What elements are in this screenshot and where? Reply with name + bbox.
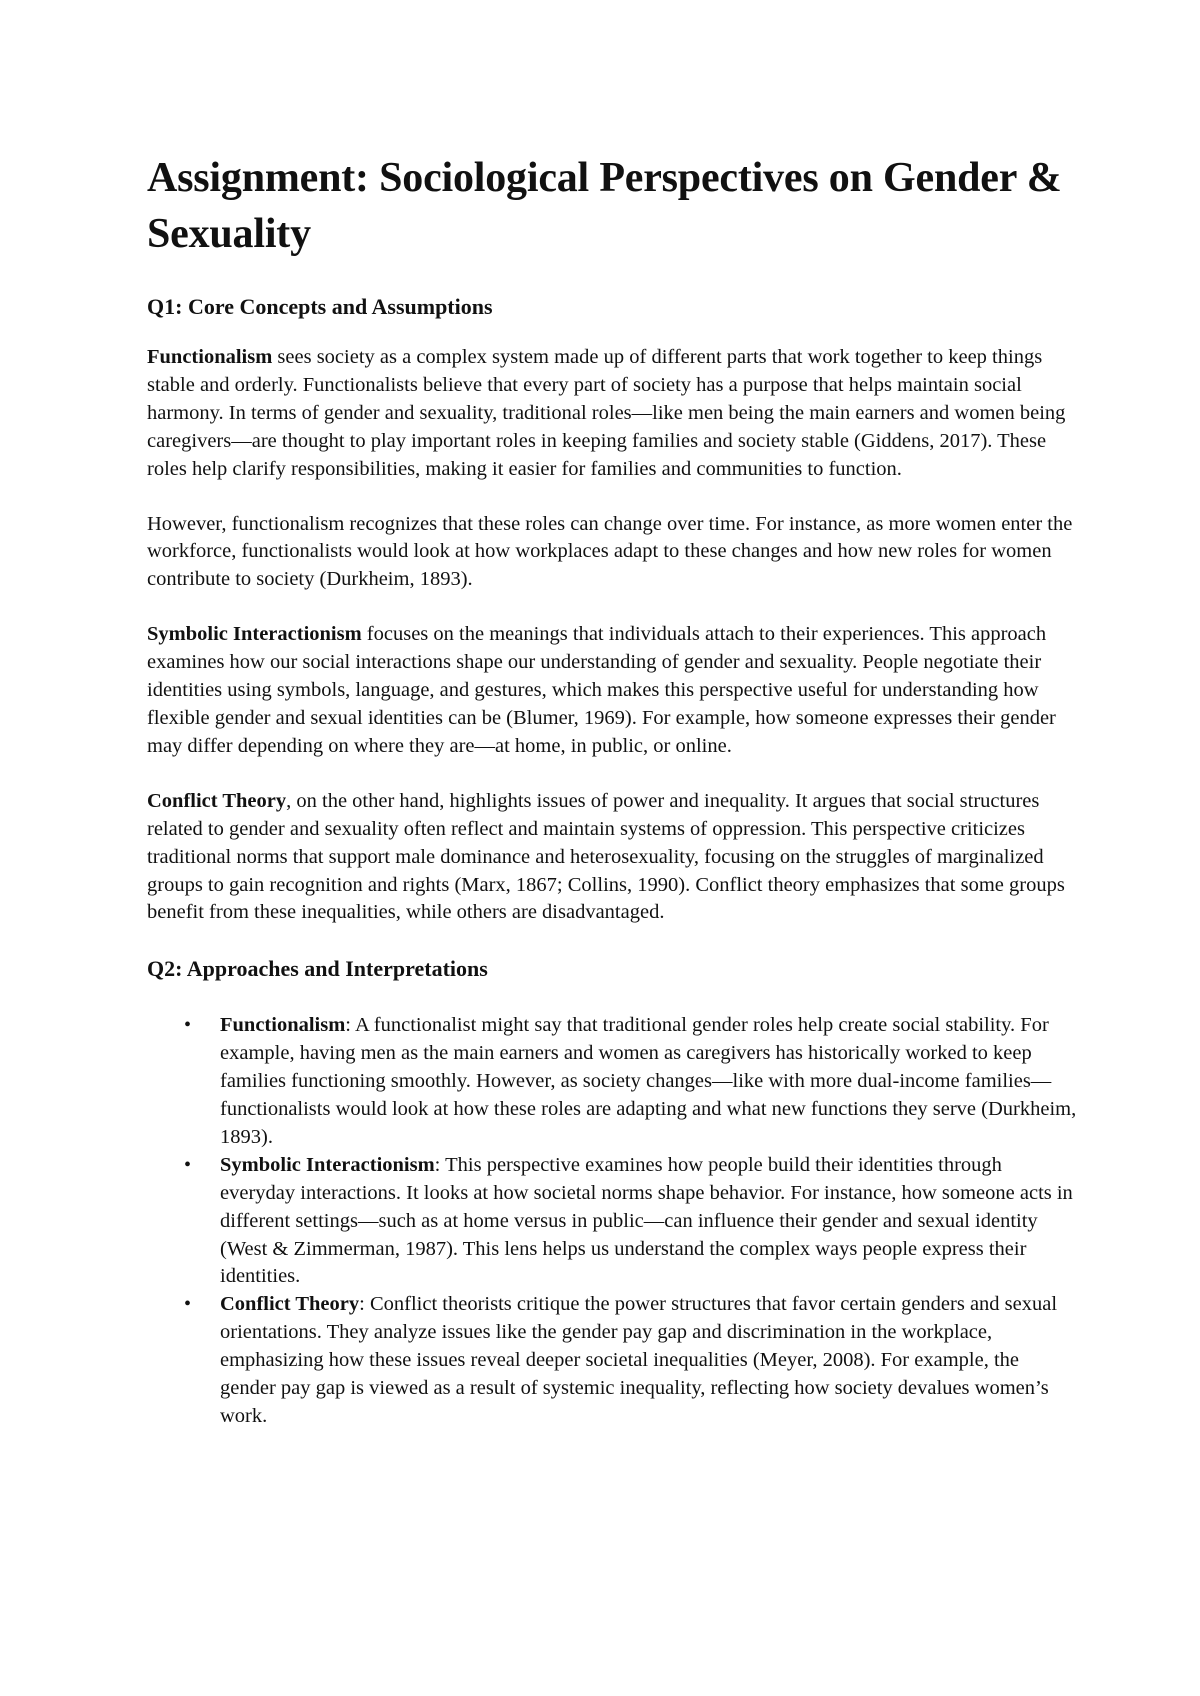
list-item-text: : This perspective examines how people build their identities through everyday interactions. It looks at how societal norms shape behavior. For instance, how someone acts in different settings—such as at home versus in public—can influence their gender and sexual identity (West & Zimmerman, 1987). This lens helps us understand the complex ways people express their identities. xyxy=(220,1153,1073,1288)
list-item-text: : Conflict theorists critique the power structures that favor certain genders and sexual orientations. They analyze issues like the gender pay gap and discrimination in the workplace, emphasizing how these issues reveal deeper societal inequalities (Meyer, 2008). For example, the gender pay gap is viewed as a result of systemic inequality, reflecting how society devalues women’s work. xyxy=(220,1293,1058,1427)
paragraph-text: However, functionalism recognizes that these roles can change over time. For instance, as more women enter the workforce, functionalists would look at how workplaces adapt to these changes and how new roles for women contribute to society (Durkheim, 1893). xyxy=(147,512,1073,591)
document-title: Assignment: Sociological Perspectives on Gender & Sexuality xyxy=(147,155,1062,257)
bullet-icon: • xyxy=(184,1293,192,1316)
paragraph-text: focuses on the meanings that individuals attach to their experiences. This approach examines how our social interactions shape our understanding of gender and sexuality. People negotiate their identities using symbols, language, and gestures, which makes this perspective useful for understanding how flexible gender and sexual identities can be (Blumer, 1969). For example, how someone expresses their gender may differ depending on where they are—at home, in public, or online. xyxy=(147,623,1056,757)
paragraph-functionalism xyxy=(147,344,1077,484)
bullet-icon: • xyxy=(184,1014,192,1037)
list-item-functionalism xyxy=(147,1012,1077,1152)
bullet-list xyxy=(147,1012,1077,1431)
term-functionalism: Functionalism xyxy=(147,346,273,368)
document-page xyxy=(147,150,1077,1431)
paragraph-functionalism-change xyxy=(147,511,1077,595)
bullet-icon: • xyxy=(184,1153,192,1176)
list-item-conflict-theory xyxy=(147,1291,1077,1431)
term-functionalism: Functionalism xyxy=(220,1014,346,1037)
paragraph-conflict-theory xyxy=(147,788,1077,928)
list-item-text: : A functionalist might say that traditional gender roles help create social stability. For example, having men as the main earners and women as caregivers has historically worked to keep families functioning smoothly. However, as society changes—like with more dual-income families—functionalists would look at how these roles are adapting and what new functions they serve (Durkheim, 1893). xyxy=(220,1014,1077,1148)
term-symbolic-interactionism: Symbolic Interactionism xyxy=(147,623,362,646)
paragraph-symbolic-interactionism xyxy=(147,621,1077,761)
section-heading-q1: Q1: Core Concepts and Assumptions xyxy=(147,294,493,319)
paragraph-text: , on the other hand, highlights issues of power and inequality. It argues that social structures related to gender and sexuality often reflect and maintain systems of oppression. This perspective criticizes traditional norms that support male dominance and heterosexuality, focusing on the struggles of marginalized groups to gain recognition and rights (Marx, 1867; Collins, 1990). Conflict theory emphasizes that some groups benefit from these inequalities, while others are disadvantaged. xyxy=(147,789,1065,924)
term-symbolic-interactionism: Symbolic Interactionism xyxy=(220,1153,435,1176)
term-conflict-theory: Conflict Theory xyxy=(147,789,287,812)
list-item-symbolic-interactionism xyxy=(147,1152,1077,1292)
paragraph-text: sees society as a complex system made up of different parts that work together to keep things stable and orderly. Functionalists believe that every part of society has a purpose that helps maintain social harmony. In terms of gender and sexuality, traditional roles—like men being the main earners and women being caregivers—are thought to play important roles in keeping families and society stable (Giddens, 2017). These roles help clarify responsibilities, making it easier for families and communities to function. xyxy=(147,346,1066,480)
term-conflict-theory: Conflict Theory xyxy=(220,1293,360,1316)
section-heading-q2: Q2: Approaches and Interpretations xyxy=(147,956,488,982)
